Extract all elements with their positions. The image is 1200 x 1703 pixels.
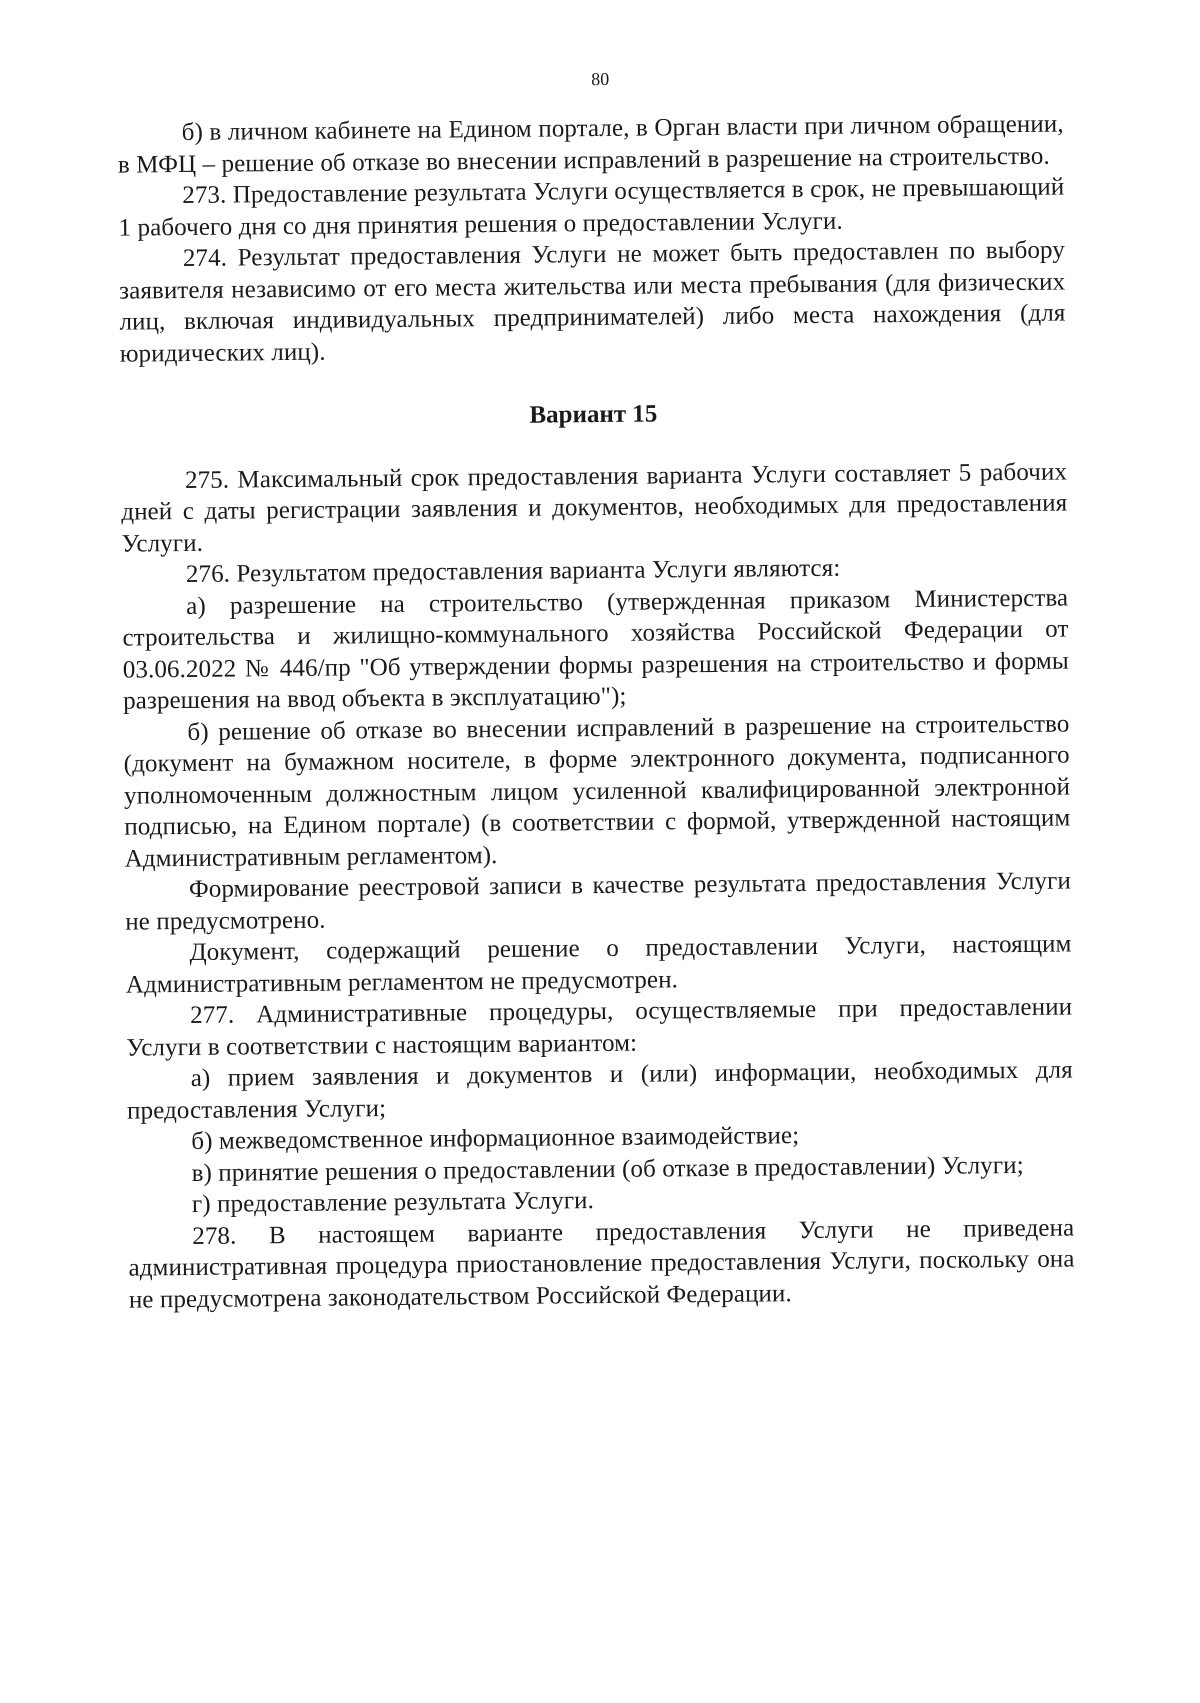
paragraph-276-b: б) решение об отказе во внесении исправлений в разрешение на строительство (документ на бумажном носителе, в форме электронного документа, подписанного уполномоченным должностным лицом усиленной квалифицированной электронной подписью, на Едином портале) (в соответствии с формой, утвержденной настоящим Административным регламентом). [123, 710, 1071, 873]
paragraph-item-b-result: б) в личном кабинете на Едином портале, в Орган власти при личном обращении, в МФЦ – решение об отказе во внесении исправлений в разрешение на строительство. [117, 110, 1064, 179]
paragraph-decision-document: Документ, содержащий решение о предоставлении Услуги, настоящим Административным регламентом не предусмотрен. [125, 930, 1072, 999]
paragraph-276: 276. Результатом предоставления варианта Услуги являются: [185, 554, 841, 588]
paragraph-277: 277. Административные процедуры, осуществляемые при предоставлении Услуги в соответствии с настоящим вариантом: [126, 993, 1073, 1062]
paragraph-276-a: а) разрешение на строительство (утвержденная приказом Министерства строительства и жилищно-коммунального хозяйства Российской Федерации от 03.06.2022 № 446/пр "Об утверждении формы разрешения на строительство и формы разрешения на ввод объекта в эксплуатацию"); [122, 584, 1069, 715]
paragraph-277-c: в) принятие решения о предоставлении (об отказе в предоставлении) Услуги; [191, 1151, 1024, 1187]
paragraph-277-a: а) прием заявления и документов и (или) информации, необходимых для предоставления Услуги; [126, 1056, 1073, 1125]
paragraph-273: 273. Предоставление результата Услуги осуществляется в срок, не превышающий 1 рабочего дня со дня принятия решения о предоставлении Услуги. [118, 173, 1065, 242]
paragraph-277-d: г) предоставление результата Услуги. [191, 1187, 595, 1218]
paragraph-274: 274. Результат предоставления Услуги не может быть предоставлен по выбору заявителя независимо от его места жительства или места пребывания (для физических лиц, включая индивидуальных предпринимателей) либо места нахождения (для юридических лиц). [119, 236, 1066, 368]
document-body [118, 109, 1075, 1316]
paragraph-278: 278. В настоящем варианте предоставления Услуги не приведена административная процедура приостановление предоставления Услуги, поскольку она не предусмотрена законодательством Российской Федерации. [128, 1214, 1075, 1314]
paragraph-registry-record: Формирование реестровой записи в качестве результата предоставления Услуги не предусмотрено. [125, 867, 1072, 936]
page-number: 80 [591, 68, 610, 90]
paragraph-275: 275. Максимальный срок предоставления варианта Услуги составляет 5 рабочих дней с даты регистрации заявления и документов, необходимых для предоставления Услуги. [121, 458, 1068, 558]
section-heading: Вариант 15 [529, 400, 658, 429]
paragraph-277-b: б) межведомственное информационное взаимодействие; [191, 1122, 800, 1155]
